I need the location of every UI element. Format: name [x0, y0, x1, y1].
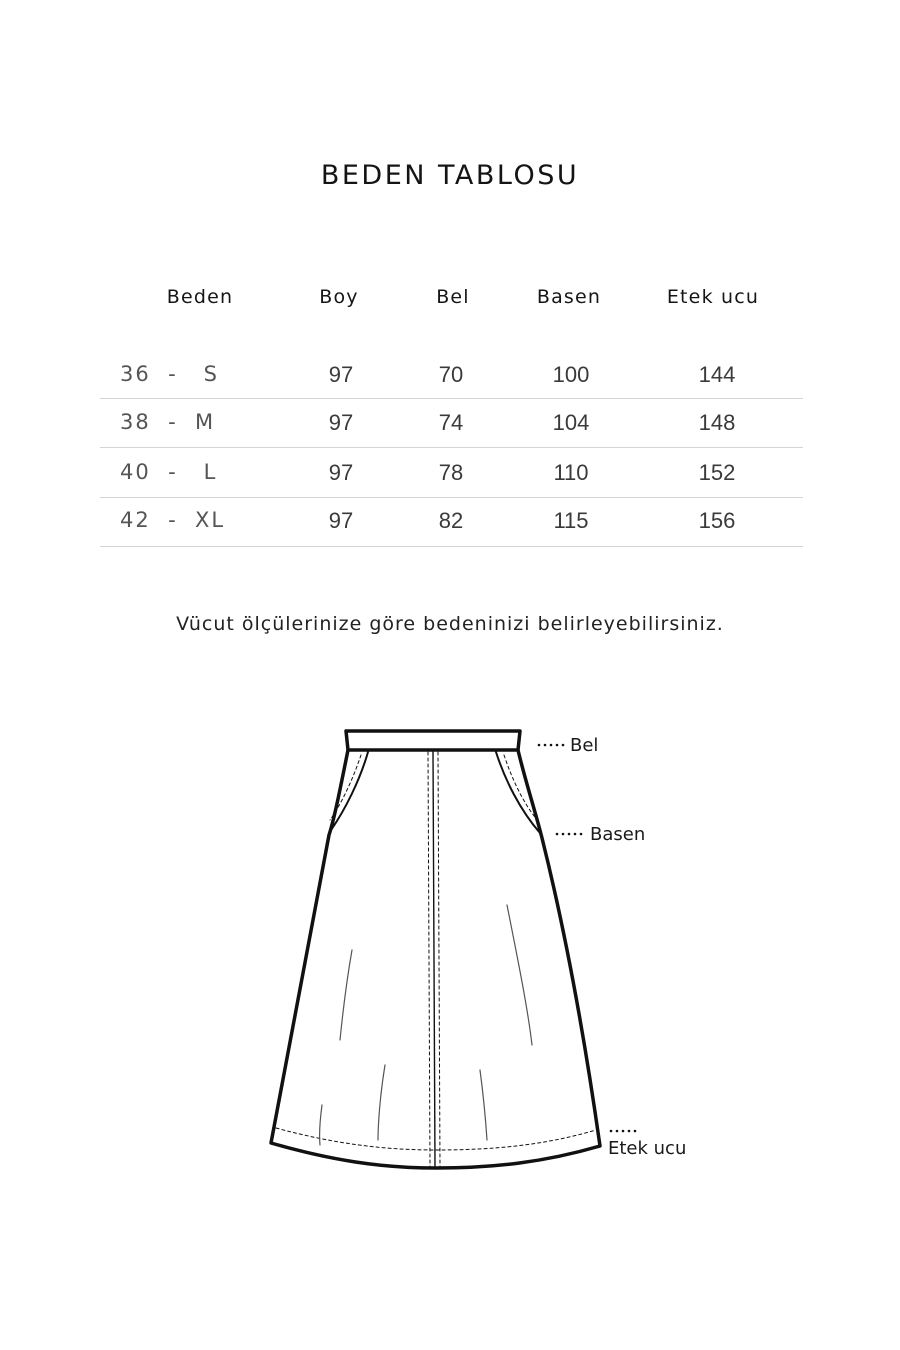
bel-cell: 70 [438, 362, 464, 387]
boy-cell: 97 [328, 460, 354, 485]
etek-ucu-leader [610, 1130, 637, 1133]
label-bel: Bel [570, 735, 599, 756]
header-etek-ucu: Etek ucu [666, 286, 760, 308]
header-boy: Boy [319, 286, 359, 308]
header-basen: Basen [536, 286, 602, 308]
measurement-note: Vücut ölçülerinize göre bedeninizi belirleyebilirsiniz. [176, 613, 724, 635]
size-cell: 42 - XL [120, 508, 226, 532]
size-cell: 40 - L [120, 460, 218, 484]
boy-cell: 97 [328, 362, 354, 387]
page-title: BEDEN TABLOSU [320, 160, 580, 191]
etek-ucu-cell: 156 [698, 508, 736, 533]
header-bel: Bel [436, 286, 470, 308]
etek-ucu-cell: 144 [698, 362, 736, 387]
header-beden: Beden [166, 286, 234, 308]
fold-line [507, 905, 532, 1045]
right-pocket [496, 752, 540, 833]
bel-cell: 78 [438, 460, 464, 485]
size-cell: 36 - S [120, 362, 220, 386]
etek-ucu-cell: 152 [698, 460, 736, 485]
basen-cell: 110 [553, 460, 589, 485]
etek-ucu-cell: 148 [698, 410, 736, 435]
bel-cell: 82 [438, 508, 464, 533]
basen-cell: 100 [552, 362, 590, 387]
size-cell: 38 - M [120, 410, 216, 434]
label-basen: Basen [590, 824, 646, 845]
basen-cell: 115 [553, 508, 589, 533]
basen-leader [556, 833, 583, 836]
center-seam-stitch-left [428, 752, 430, 1167]
center-seam [433, 752, 435, 1167]
waistband [346, 731, 520, 750]
left-pocket [331, 752, 368, 830]
fold-line [320, 1105, 322, 1145]
label-etek-ucu: Etek ucu [608, 1138, 687, 1159]
bel-leader [538, 744, 565, 747]
bel-cell: 74 [438, 410, 464, 435]
center-seam-stitch-right [438, 752, 440, 1167]
boy-cell: 97 [328, 410, 354, 435]
hem-stitch [276, 1128, 596, 1150]
skirt-outline [271, 750, 600, 1168]
fold-line [378, 1065, 385, 1140]
boy-cell: 97 [328, 508, 354, 533]
fold-line [340, 950, 352, 1040]
basen-cell: 104 [552, 410, 590, 435]
fold-line [480, 1070, 487, 1140]
